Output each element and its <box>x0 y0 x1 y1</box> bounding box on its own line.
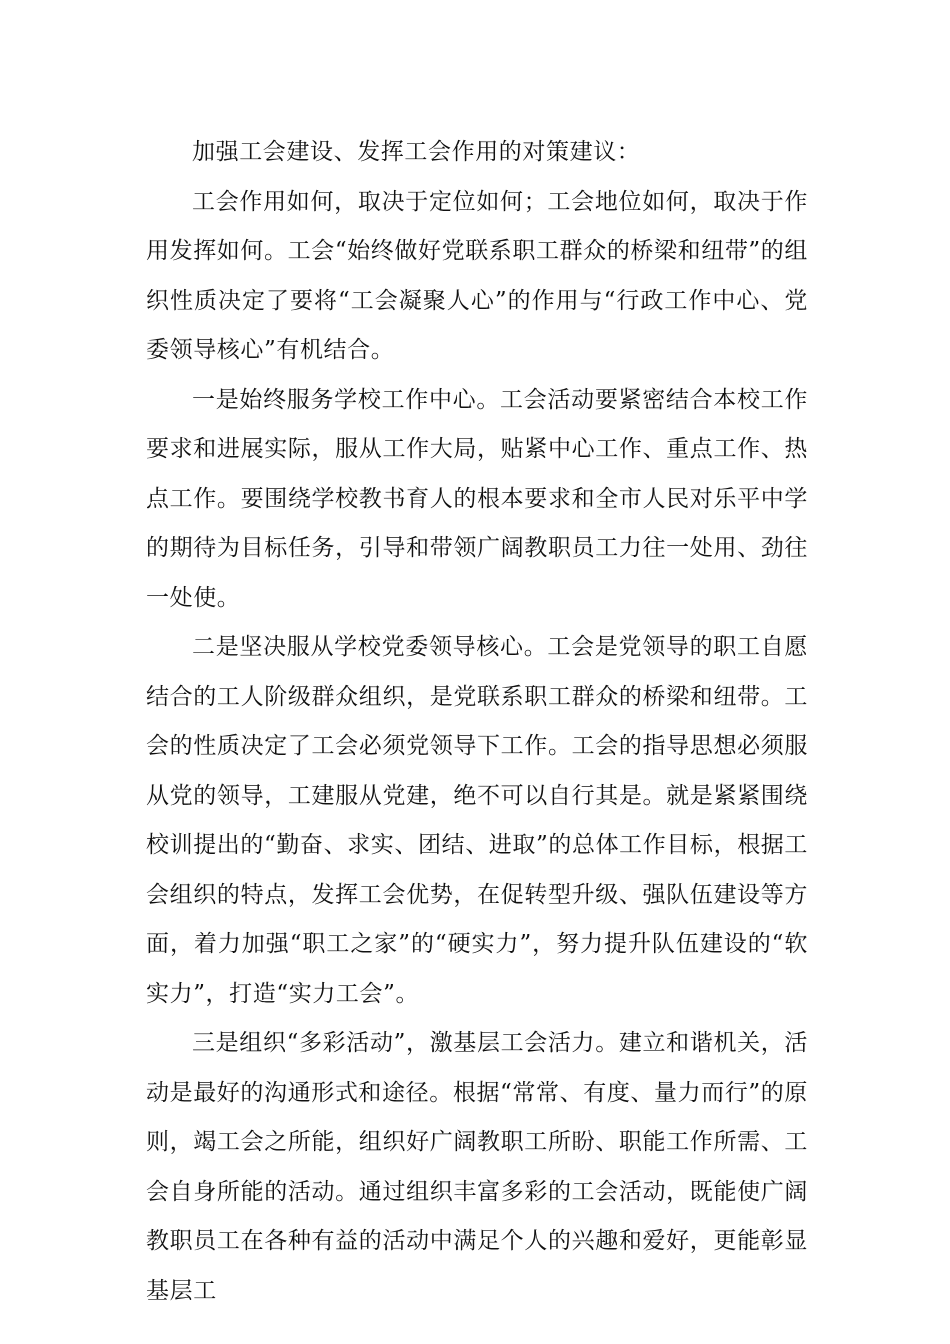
section-heading: 加强工会建设、发挥工会作用的对策建议： <box>192 139 641 165</box>
document-body <box>146 128 808 1316</box>
paragraph-intro: 工会作用如何，取决于定位如何；工会地位如何，取决于作用发挥如何。工会“始终做好党联系职工群众的桥梁和纽带”的组织性质决定了要将“工会凝聚人心”的作用与“行政工作中心、党委领导核心”有机结合。 <box>146 188 808 363</box>
paragraph-point-two: 二是坚决服从学校党委领导核心。工会是党领导的职工自愿结合的工人阶级群众组织，是党联系职工群众的桥梁和纽带。工会的性质决定了工会必须党领导下工作。工会的指导思想必须服从党的领导，工建服从党建，绝不可以自行其是。就是紧紧围绕校训提出的“勤奋、求实、团结、进取”的总体工作目标，根据工会组织的特点，发挥工会优势，在促转型升级、强队伍建设等方面，着力加强“职工之家”的“硬实力”，努力提升队伍建设的“软实力”，打造“实力工会”。 <box>146 634 808 1007</box>
paragraph-point-one: 一是始终服务学校工作中心。工会活动要紧密结合本校工作要求和进展实际，服从工作大局，贴紧中心工作、重点工作、热点工作。要围绕学校教书育人的根本要求和全市人民对乐平中学的期待为目标任务，引导和带领广阔教职员工力往一处用、劲往一处使。 <box>146 386 808 611</box>
paragraph-point-three: 三是组织“多彩活动”，激基层工会活力。建立和谐机关，活动是最好的沟通形式和途径。根据“常常、有度、量力而行”的原则，竭工会之所能，组织好广阔教职工所盼、职能工作所需、工会自身所能的活动。通过组织丰富多彩的工会活动，既能使广阔教职员工在各种有益的活动中满足个人的兴趣和爱好，更能彰显基层工 <box>146 1030 808 1304</box>
